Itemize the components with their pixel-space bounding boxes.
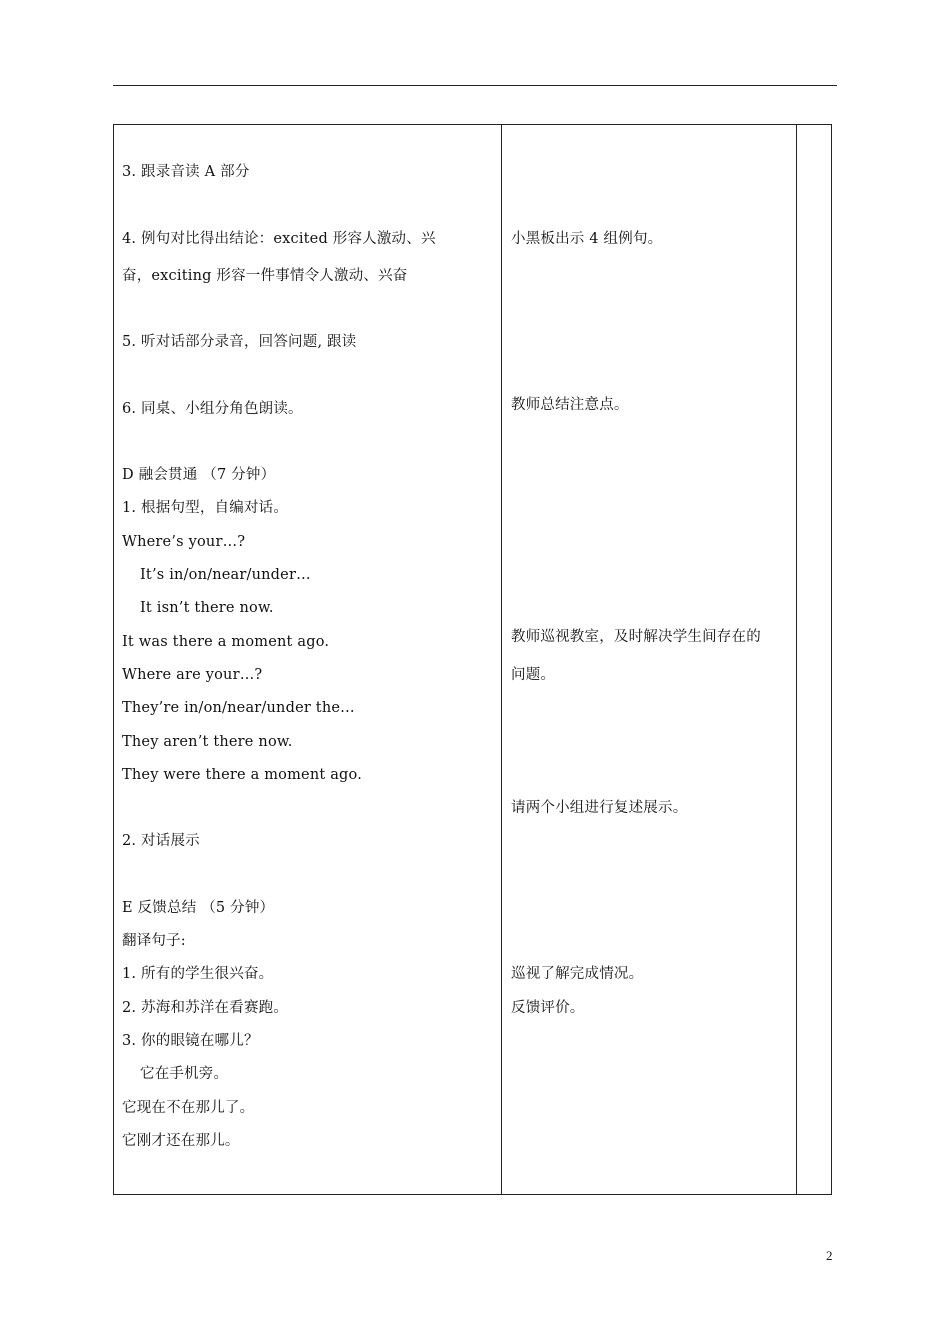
sentence-pattern: They were there a moment ago. <box>122 767 363 783</box>
sentence-pattern: It isn’t there now. <box>140 600 274 616</box>
sentence-pattern: They aren’t there now. <box>122 734 293 750</box>
translation-item: 1. 所有的学生很兴奋。 <box>122 966 274 982</box>
column-divider <box>501 125 502 1194</box>
sentence-pattern: It’s in/on/near/under… <box>140 567 311 583</box>
sentence-pattern: They’re in/on/near/under the… <box>122 700 355 716</box>
activity-line: 奋，exciting 形容一件事情令人激动、兴奋 <box>122 268 408 284</box>
lesson-table <box>113 124 832 1195</box>
activity-line: 3. 跟录音读 A 部分 <box>122 164 250 180</box>
teacher-note: 巡视了解完成情况。 <box>511 966 644 982</box>
section-heading: E 反馈总结 （5 分钟） <box>122 900 275 916</box>
translation-item: 它现在不在那儿了。 <box>122 1100 255 1116</box>
page-number: 2 <box>826 1248 833 1263</box>
activity-line: 2. 对话展示 <box>122 833 200 849</box>
translation-item: 它刚才还在那儿。 <box>122 1133 240 1149</box>
teacher-note: 请两个小组进行复述展示。 <box>511 800 688 816</box>
teacher-note: 小黑板出示 4 组例句。 <box>511 231 663 247</box>
activity-line: 1. 根据句型，自编对话。 <box>122 500 289 516</box>
teacher-note: 反馈评价。 <box>511 1000 585 1016</box>
activity-line: 翻译句子: <box>122 933 186 949</box>
sentence-pattern: Where are your…? <box>122 667 263 683</box>
header-rule <box>113 85 837 86</box>
translation-item: 它在手机旁。 <box>140 1066 229 1082</box>
teacher-note: 教师总结注意点。 <box>511 397 629 413</box>
column-divider <box>796 125 797 1194</box>
activity-line: 5. 听对话部分录音，回答问题, 跟读 <box>122 334 357 350</box>
sentence-pattern: It was there a moment ago. <box>122 634 330 650</box>
translation-item: 3. 你的眼镜在哪儿？ <box>122 1033 259 1049</box>
sentence-pattern: Where’s your…? <box>122 534 246 550</box>
translation-item: 2. 苏海和苏洋在看赛跑。 <box>122 1000 289 1016</box>
section-heading: D 融会贯通 （7 分钟） <box>122 467 276 483</box>
activity-line: 6. 同桌、小组分角色朗读。 <box>122 401 303 417</box>
activity-line: 4. 例句对比得出结论：excited 形容人激动、兴 <box>122 231 436 247</box>
teacher-note: 教师巡视教室，及时解决学生间存在的 <box>511 629 761 645</box>
teacher-note: 问题。 <box>511 667 556 683</box>
